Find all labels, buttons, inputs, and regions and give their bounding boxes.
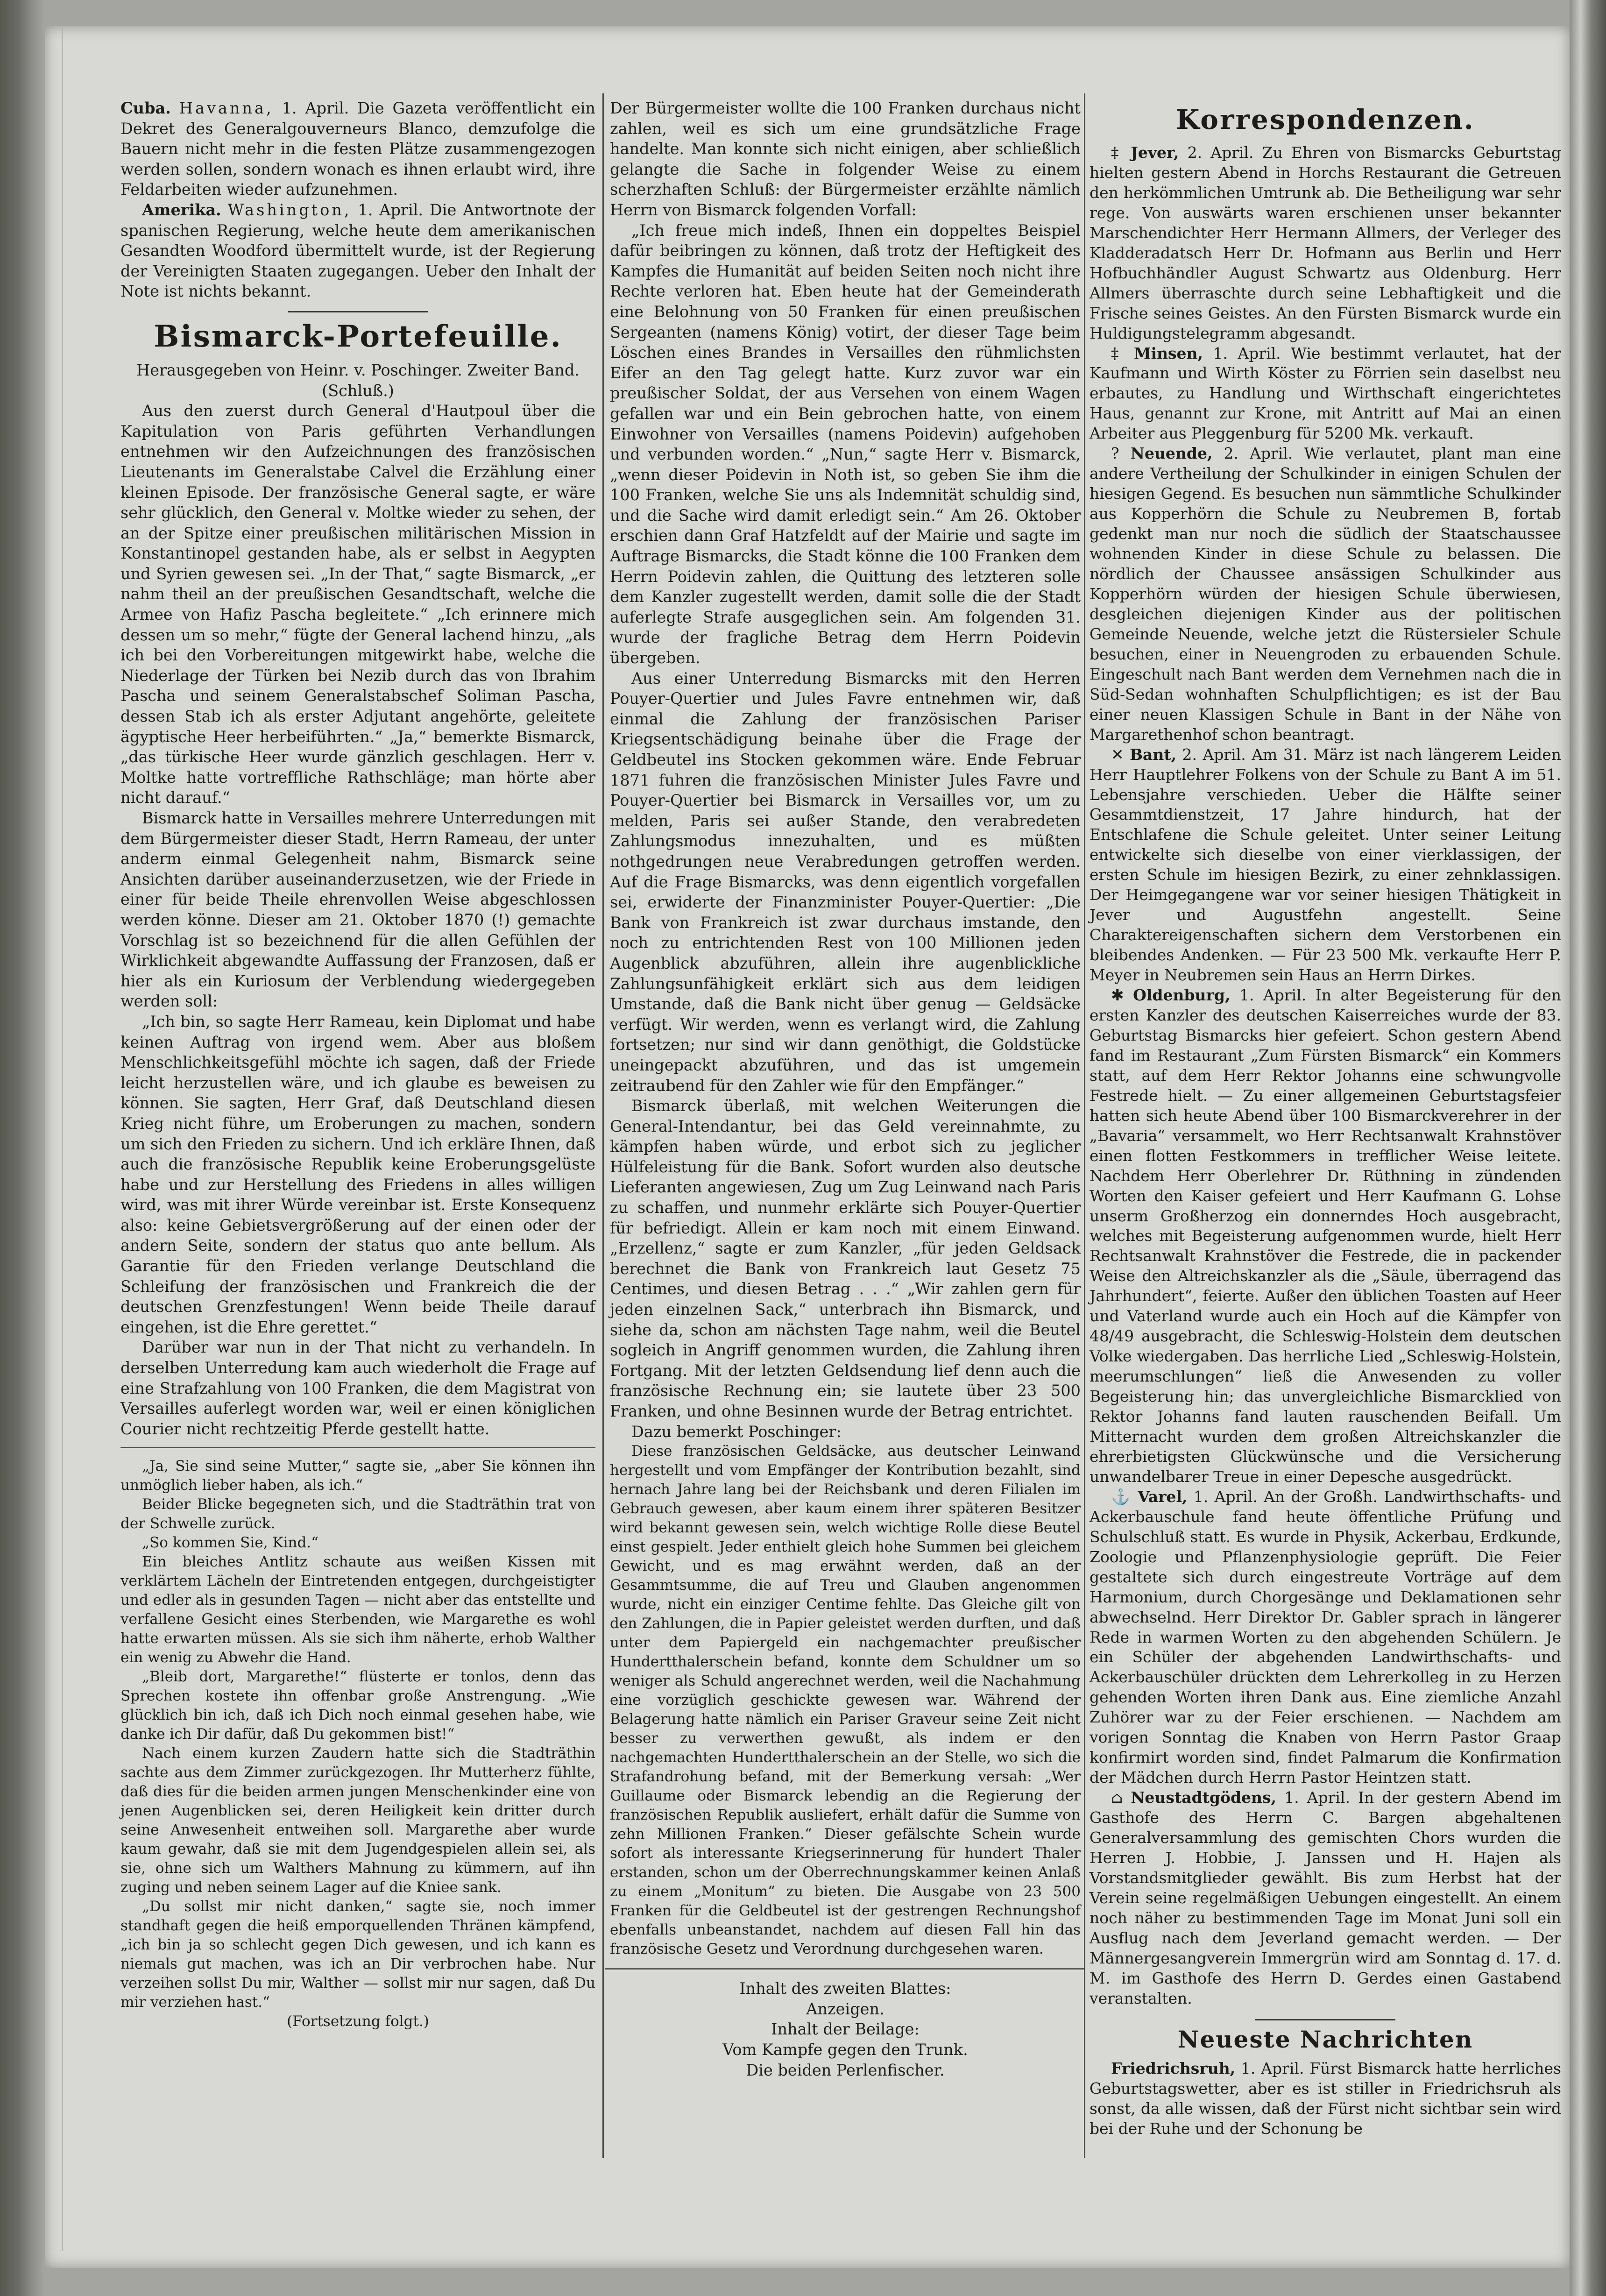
column-3: [1090, 98, 1561, 2139]
contents-item: Die beiden Perlenfischer.: [746, 2061, 945, 2079]
neueste-nachrichten-headline: Neueste Nachrichten: [1177, 2025, 1473, 2053]
col2-paragraph: Bismarck überlaß, mit welchen Weiterungen die General-Intendantur, bei das Geld vereinnahmte, zu kämpfen haben würde, und erbot sich zu jeglicher Hülfeleistung für die Bank. Sofort wurden also deutsche Lieferanten angewiesen, Zug um Zug Leinwand nach Paris zu schaffen, und nunmehr erklärte sich Pouyer-Quertier für befriedigt. Allein er kam noch mit einem Einwand. „Erzellenz,“ sagte er zum Kanzler, „für jeden Geldsack berechnet die Bank von Frankreich laut Gesetz 75 Centimes, und diesen Betrag . . .“ „Wir zahlen gern für jeden einzelnen Sack,“ unterbrach ihn Bismarck, und siehe da, schon am nächsten Tage nahm, weil die Beutel sogleich in Angriff genommen wurden, die Zahlung ihren Fortgang. Mit der letzten Geldsendung lief denn auch die französische Rechnung ein; sie lautete über 23 500 Franken, und ohne Besinnen wurde der Betrag entrichtet.: [610, 1097, 1081, 1420]
bismarck-headline: Bismarck-Portefeuille.: [154, 319, 562, 354]
correspondence-entry: ✕ Bant, 2. April. Am 31. März ist nach längerem Leiden Herr Hauptlehrer Folkens von der Schule zu Bant A im 51. Lebensjahre verschieden. Ueber die Hälfte seiner Gesammtdienstzeit, 17 Jahre hindurch, hat der Entschlafene die Schule geleitet. Unter seiner Leitung entwickelte sich dieselbe von einer vierklassigen, der ersten Schule im hiesigen Bezirk, zu einer zehnklassigen. Der Heimgegangene war vor seiner hiesigen Thätigkeit in Jever und Augustfehn angestellt. Seine Charaktereigenschaften sichern dem Verstorbenen ein bleibendes Andenken. — Für 23 500 Mk. verkaufte Herr P. Meyer in Neubremen sein Haus an Herrn Dirkes.: [1090, 745, 1561, 985]
amerika-report: [120, 200, 595, 302]
correspondence-entry: ? Neuende, 2. April. Wie verlautet, plant man eine andere Vertheilung der Schulkinder in einigen Schulen der hiesigen Gegend. Es besuchen nun sämmtliche Schulkinder aus Kopperhörn die Schule zu Neubremen B, fortab gedenkt man nur noch die südlich der Staatschaussee wohnenden Kinder in diese Schule zu belassen. Die nördlich der Chaussee ansässigen Schulkinder aus Kopperhörn würden der hiesigen Schule überwiesen, desgleichen diejenigen Kinder aus der politischen Gemeinde Neuende, welche jetzt die Rüstersieler Schule besuchen, einer in Neuengroden zu erbauenden Schule. Eingeschult nach Bant werden dem Vernehmen nach die in Süd-Sedan wohnhaften Schulpflichtigen; es ist der Bau einer neuen Klassigen Schule in Bant in der Nähe von Margarethenhof schon beantragt.: [1090, 444, 1561, 744]
col2-paragraph: „Ich freue mich indeß, Ihnen ein doppeltes Beispiel dafür beibringen zu können, daß trotz der Heftigkeit des Kampfes die Humanität auf beiden Seiten noch nicht ihre Rechte verloren hat. Eben heute hat der Gemeinderath eine Belohnung von 50 Franken für einen preußischen Sergeanten (namens König) votirt, der dieser Tage beim Löschen eines Brandes in Versailles den rühmlichsten Eifer an den Tag gelegt hatte. Kurz zuvor war ein preußischer Soldat, der aus Versehen von einem Wagen gefallen war und ein Bein gebrochen hatte, von einem Einwohner von Versailles (namens Poidevin) aufgehoben und verbunden worden.“ „Nun,“ sagte Herr v. Bismarck, „wenn dieser Poidevin in Noth ist, so geben Sie ihm die 100 Franken, welche Sie uns als Indemnität schuldig sind, und die Sache wird damit erledigt sein.“ Am 26. Oktober erschien dann Graf Hatzfeldt auf der Mairie und sagte im Auftrage Bismarcks, die Stadt könne die 100 Franken dem Herrn Poidevin zahlen, die Quittung des letzteren solle dem Kanzler zugestellt werden, damit solle die der Stadt auferlegte Strafe ausgeglichen sein. Am folgenden 31. wurde der fragliche Betrag dem Herrn Poidevin übergeben.: [610, 221, 1081, 667]
amerika-lead: Amerika.: [142, 200, 221, 219]
correspondence-entry: ‡ Minsen, 1. April. Wie bestimmt verlautet, hat der Kaufmann und Wirth Köster zu Förrien sein daselbst neu erbautes, zu Handlung und Wirthschaft eingerichtetes Haus, genannt zur Krone, mit Antritt auf Mai an einen Arbeiter aus Pleggenburg für 5200 Mk. verkauft.: [1090, 344, 1561, 443]
column-1: [120, 98, 595, 2031]
bismarck-byline: Herausgegeben von Heinr. v. Poschinger. Zweiter Band.: [136, 361, 580, 379]
feuilleton-paragraph: „Du sollst mir nicht danken,“ sagte sie, noch immer standhaft gegen die heiß emporquellenden Thränen kämpfend, „ich bin ja so schlecht gegen Dich gewesen, und ich kann es niemals gut machen, was ich an Dir verbrochen habe. Nur verzeihen sollst Du mir, Walther — sollst mir nur sagen, daß Du mir verziehen hast.“: [120, 1898, 595, 2011]
contents-title: Inhalt des zweiten Blattes:: [739, 1979, 951, 1998]
correspondence-entry: ✱ Oldenburg, 1. April. In alter Begeisterung für den ersten Kanzler des deutschen Kaiserreiches wurde der 83. Geburtstag Bismarcks hier gefeiert. Schon gestern Abend fand im Restaurant „Zum Fürsten Bismarck“ ein Kommers statt, auf dem Herr Rektor Johanns eine schwungvolle Festrede hielt. — Zu einer allgemeinen Geburtstagsfeier hatten sich heute Abend über 100 Bismarckverehrer in der „Bavaria“ versammelt, wo Herr Rechtsanwalt Krahnstöver einen flotten Festkommers in trefflicher Weise leitete. Nachdem Herr Oberlehrer Dr. Rüthning in zündenden Worten den Kaiser gefeiert und Herr Kaufmann G. Lohse unserm Großherzog ein donnerndes Hoch ausgebracht, welches mit Begeisterung aufgenommen wurde, hielt Herr Rechtsanwalt Krahnstöver die Festrede, die in packender Weise den Altreichskanzler als die „Säule, überragend das Jahrhundert“, feierte. Außer den üblichen Toasten auf Heer und Vaterland wurde auch ein Hoch auf die Kämpfer von 48/49 ausgebracht, die Schleswig-Holstein dem deutschen Volke wiedergaben. Das herrliche Lied „Schleswig-Holstein, meerumschlungen“ ließ die Anwesenden zu voller Begeisterung hin; das unvergleichliche Bismarcklied von Rektor Johanns fand lauten rauschenden Beifall. Um Mitternacht wurden dem großen Altreichskanzler die ehrerbietigsten Glückwünsche und die Versicherung unwandelbarer Treue in einer Depesche ausgedrückt.: [1090, 986, 1561, 1486]
col2-paragraph: Diese französischen Geldsäcke, aus deutscher Leinwand hergestellt und vom Empfänger der Kontribution bezahlt, sind hernach Jahre lang bei der Reichsbank und deren Filialen im Gebrauch gewesen, aber kaum einem ihrer späteren Besitzer wird bekannt gewesen sein, welch wichtige Rolle diese Beutel einst gespielt. Jeder enthielt gleich hohe Summen bei gleichem Gewicht, und es mag erwähnt werden, daß an der Gesammtsumme, die auf Treu und Glauben angenommen wurde, nicht ein einziger Centime fehlte. Das Gleiche gilt von den Zahlungen, die in Papier geleistet werden durften, und daß unter dem Papiergeld ein nachgemachter preußischer Hundertthalerschein befand, konnte dem Schuldner um so weniger als Schuld angerechnet werden, weil die Nachahmung eine vorzüglich geschickte gewesen war. Während der Belagerung hatte nämlich ein Pariser Graveur seine Zeit nicht besser zu verwerthen gewußt, als indem er den nachgemachten Hundertthalerschein an der Stelle, wo sich die Strafandrohung befand, mit der Bemerkung versah: „Wer Guillaume oder Bismarck lebendig an die Regierung der französischen Republik ausliefert, erhält dafür die Summe von zehn Millionen Franken.“ Dieser gefälschte Schein wurde sofort als interessante Kriegserinnerung für hundert Thaler erstanden, schon um der Oberrechnungskammer keinen Anlaß zu einem „Monitum“ zu bieten. Die Ausgabe von 23 500 Franken für die Geldbeutel ist der gestrengen Rechnungshof ebenfalls unbeanstandet, nachdem auf diesen Fall hin das französische Gesetz und Verordnung durchgesehen waren.: [610, 1443, 1081, 1958]
page-binding-edge: [49, 28, 63, 2251]
col2-paragraph: Aus einer Unterredung Bismarcks mit den Herren Pouyer-Quertier und Jules Favre entnehmen wir, daß einmal die Zahlung der französischen Pariser Kriegsentschädigung beinahe über die Frage der Geldbeutel ins Stocken gekommen wäre. Ende Februar 1871 fuhren die französischen Minister Jules Favre und Pouyer-Quertier bei Bismarck in Versailles vor, um zu melden, Paris sei außer Stande, den verabredeten Zahlungsmodus innezuhalten, und es müßten nothgedrungen neue Verabredungen getroffen werden. Auf die Frage Bismarcks, was denn eigentlich vorgefallen sei, erwiderte der Finanzminister Pouyer-Quertier: „Die Bank von Frankreich ist zwar durchaus imstande, den noch zu entrichtenden Rest von 100 Millionen jeden Augenblick abzuführen, allein ihre augenblickliche Zahlungsunfähigkeit erklärt sich aus dem leidigen Umstande, daß die Bank nicht über genug — Geldsäcke verfügt. Wir werden, wenn es verlangt wird, die Zahlung fortsetzen; nur sind wir dann genöthigt, die Goldstücke uneingepackt abzuführen, und das ist umgemein zeitraubend für den Zahler wie für den Empfänger.“: [610, 669, 1081, 1095]
bismarck-paragraph: Aus den zuerst durch General d'Hautpoul über die Kapitulation von Paris geführten Verhandlungen entnehmen wir den Aufzeichnungen des französischen Lieutenants im Generalstabe Calvel die Erzählung einer kleinen Episode. Der französische General sagte, er wäre sehr glücklich, den General v. Moltke wieder zu sehen, der an der Spitze einer preußischen militärischen Mission in Konstantinopel gestanden habe, als er selbst in Aegypten und Syrien gewesen sei. „In der That,“ sagte Bismarck, „er nahm theil an der preußischen Gesandtschaft, welche die Armee von Hafiz Pascha begleitete.“ „Ich erinnere mich dessen um so mehr,“ fügte der General lachend hinzu, „als ich bei den Vorbereitungen mitgewirkt habe, welche die Niederlage der Türken bei Nezib durch das von Ibrahim Pascha und seinem Generalstabschef Soliman Pascha, dessen Stab ich als erster Adjutant angehörte, geleitete ägyptische Heer herbeiführten.“ „Ja,“ bemerkte Bismarck, „das türkische Heer wurde gänzlich geschlagen. Herr v. Moltke hatte vortreffliche Rathschläge; man hörte aber nicht darauf.“: [120, 402, 595, 807]
feuilleton-paragraph: „So kommen Sie, Kind.“: [142, 1534, 319, 1552]
latest-entry: [1090, 2059, 1561, 2139]
cuba-place: Havanna,: [179, 99, 274, 117]
feuilleton-continued: (Fortsetzung folgt.): [287, 2013, 429, 2030]
amerika-place: Washington,: [227, 200, 352, 219]
column-rule-1: [602, 93, 604, 2158]
entry-place: Neuende,: [1130, 444, 1213, 463]
feuilleton-paragraph: Ein bleiches Antlitz schaute aus weißen Kissen mit verklärtem Lächeln der Eintretenden entgegen, durchgeistigter und edler als in gesunden Tagen — nicht aber das entstellte und verfallene Gesicht eines Sterbenden, wie Margarethe es wohl hatte erwarten müssen. Als sie sich ihm näherte, erhob Walther ein wenig zu Abwehr die Hand.: [120, 1553, 595, 1666]
entry-place: Bant,: [1130, 745, 1177, 764]
contents-beilage-title: Inhalt der Beilage:: [771, 2020, 920, 2039]
entry-place: Oldenburg,: [1133, 986, 1231, 1005]
feuilleton-paragraph: „Bleib dort, Margarethe!“ flüsterte er tonlos, denn das Sprechen kostete ihn offenbar große Anstrengung. „Wie glücklich bin ich, daß ich Dich noch einmal gesehen habe, wie danke ich Dir dafür, daß Du gekommen bist!“: [120, 1668, 595, 1743]
col2-paragraph: Der Bürgermeister wollte die 100 Franken durchaus nicht zahlen, weil es sich um eine grundsätzliche Frage handelte. Man konnte sich nicht einigen, aber schließlich gelangte die Sache in folgender Weise zu einem scherzhaften Schluß: der Bürgermeister erzählte nämlich Herrn von Bismarck folgenden Vorfall:: [610, 99, 1081, 219]
cuba-report: [120, 98, 595, 200]
bismarck-paragraph: Bismarck hatte in Versailles mehrere Unterredungen mit dem Bürgermeister dieser Stadt, Herrn Rameau, der unter anderm einmal Gelegenheit nahm, Bismarck seine Ansichten darüber auseinanderzusetzen, wie der Friede in einer für beide Theile ehrenvollen Weise abgeschlossen werden könne. Dieser am 21. Oktober 1870 (!) gemachte Vorschlag ist so bezeichnend für die allen Gefühlen der Wirklichkeit abgewandte Auffassung der Franzosen, daß er hier als ein Kuriosum der Verblendung wiedergegeben werden soll:: [120, 809, 595, 1011]
correspondence-list: [1090, 143, 1561, 2009]
feuilleton-paragraph: „Ja, Sie sind seine Mutter,“ sagte sie, „aber Sie können ihn unmöglich lieber haben, als ich.“: [120, 1458, 595, 1494]
entry-place: Minsen,: [1133, 344, 1203, 362]
bismarck-part: (Schluß.): [322, 381, 394, 400]
feuilleton-paragraph: Beider Blicke begegneten sich, und die Stadträthin trat von der Schwelle zurück.: [120, 1496, 595, 1532]
correspondence-entry: ⚓ Varel, 1. April. An der Großh. Landwirthschafts- und Ackerbauschule fand heute öffentliche Prüfung und Schulschluß statt. Es wurde in Physik, Ackerbau, Erdkunde, Zoologie und Pflanzenphysiologie geprüft. Die Feier gestaltete sich durch eingestreute Vorträge auf dem Harmonium, durch Chorgesänge und Deklamationen sehr abwechselnd. Herr Direktor Dr. Gabler sprach in längerer Rede in warmen Worten zu den abgehenden Schülern. Je ein Schüler der abgehenden Landwirthschafts- und Ackerbauschüler drückten dem Lehrerkolleg in zu Herzen gehenden Worten ihren Dank aus. Eine ziemliche Anzahl Zuhörer war zu der Feier erschienen. — Nachdem am vorigen Sonntag die Knaben von Herrn Pastor Graap konfirmirt worden sind, findet Palmarum die Konfirmation der Mädchen durch Herrn Pastor Heintzen statt.: [1090, 1487, 1561, 1787]
korrespondenzen-headline: Korrespondenzen.: [1176, 104, 1475, 135]
entry-place: Neustadtgödens,: [1131, 1788, 1277, 1807]
entry-place: Varel,: [1138, 1487, 1188, 1506]
contents-box: [610, 1978, 1081, 2080]
cuba-lead: Cuba.: [120, 99, 171, 117]
cuba-text: 1. April. Die Gazeta veröffentlicht ein Dekret des Generalgouverneurs Blanco, demzufolge die Bauern nicht mehr in die festen Plätze zusammengezogen werden sollen, sondern wonach es ihnen erlaubt wird, ihre Feldarbeiten wieder aufzunehmen.: [120, 99, 595, 199]
contents-item: Vom Kampfe gegen den Trunk.: [722, 2040, 968, 2059]
correspondence-entry: ‡ Jever, 2. April. Zu Ehren von Bismarcks Geburtstag hielten gestern Abend in Horchs Restaurant die Getreuen den herkömmlichen Umtrunk ab. Die Betheiligung war sehr rege. Von auswärts waren erschienen unser bekannter Marschendichter Herr Hermann Allmers, der Verleger des Kladderadatsch Herr Dr. Hofmann aus Berlin und Herr Hofbuchhändler August Schwartz aus Oldenburg. Herr Allmers überraschte durch seine Lebhaftigkeit und die Frische seines Geistes. An den Fürsten Bismarck wurde ein Huldigungstelegramm abgesandt.: [1090, 143, 1561, 342]
correspondence-entry: ⌂ Neustadtgödens, 1. April. In der gestern Abend im Gasthofe des Herrn C. Bargen abgehaltenen Generalversammlung des gemischten Chors wurden die Herren J. Hobbie, J. Janssen und H. Hajen als Vorstandsmitglieder gewählt. Bis zum Herbst hat der Verein seine regelmäßigen Uebungen eingestellt. An einem noch näher zu bestimmenden Tage im Monat Juni soll ein Ausflug nach dem Jeverland gemacht werden. — Der Männergesangverein Immergrün wird am Sonntag d. 17. d. M. im Gasthofe des Herrn D. Gerdes einen Gastabend veranstalten.: [1090, 1788, 1561, 2007]
col2-paragraph: Dazu bemerkt Poschinger:: [631, 1422, 842, 1441]
latest-place: Friedrichsruh,: [1111, 2059, 1236, 2077]
contents-item: Anzeigen.: [806, 1999, 884, 2018]
feuilleton-paragraph: Nach einem kurzen Zaudern hatte sich die Stadträthin sachte aus dem Zimmer zurückgezogen. Ihr Mutterherz fühlte, daß dies für die beiden armen jungen Menschenkinder eine von jenen Augenblicken sei, deren Heiligkeit kein dritter durch seine Anwesenheit entweihen soll. Margarethe aber wurde kaum gewahr, daß sie mit dem Jugendgespielen allein sei, als sie, ohne sich um Walthers Mahnung zu kümmern, auf ihn zuging und neben seinem Lager auf die Kniee sank.: [120, 1745, 595, 1896]
column-2: [610, 98, 1081, 2080]
page-right-edge: [1570, 0, 1606, 2296]
amerika-text: 1. April. Die Antwortnote der spanischen Regierung, welche heute dem amerikanischen Gesandten Woodford übermittelt wurde, ist der Regierung der Vereinigten Staaten zugegangen. Ueber den Inhalt der Note ist nichts bekannt.: [120, 200, 596, 301]
entry-place: Jever,: [1131, 143, 1179, 162]
bismarck-paragraph: Darüber war nun in der That nicht zu verhandeln. In derselben Unterredung kam auch wiederholt die Frage auf eine Strafzahlung von 100 Franken, die dem Magistrat von Versailles auferlegt worden war, weil er einen königlichen Courier nicht rechtzeitig Pferde gestellt hatte.: [120, 1338, 595, 1438]
bismarck-paragraph: „Ich bin, so sagte Herr Rameau, kein Diplomat und habe keinen Auftrag von irgend wem. Aber aus bloßem Menschlichkeitsgefühl möchte ich sagen, daß der Friede leicht herzustellen wäre, und ich glaube es beweisen zu können. Sie sagten, Herr Graf, daß Deutschland diesen Krieg nicht führe, um Eroberungen zu machen, sondern um sich den Frieden zu sichern. Und ich erkläre Ihnen, daß auch die französische Republik keine Eroberungsgelüste habe und zur Herstellung des Friedens in alles willigen wird, was mit ihrer Würde vereinbar ist. Erste Konsequenz also: keine Gebietsvergrößerung auf der einen oder der andern Seite, sondern der status quo ante bellum. Als Garantie für den Frieden verlange Deutschland die Schleifung der französischen und Frankreich die der deutschen Grenzfestungen! Wenn beide Theile darauf eingehen, ist die Ehre gerettet.“: [120, 1012, 595, 1336]
feuilleton: [120, 1457, 595, 2031]
column-rule-2: [1084, 93, 1085, 2158]
latest-text: 1. April. Fürst Bismarck hatte herrliches Geburtstagswetter, aber es ist stiller in Friedrichsruh als sonst, da alle wissen, daß der Fürst nicht sichtbar sein wird bei der Ruhe und der Schonung be: [1090, 2059, 1561, 2138]
